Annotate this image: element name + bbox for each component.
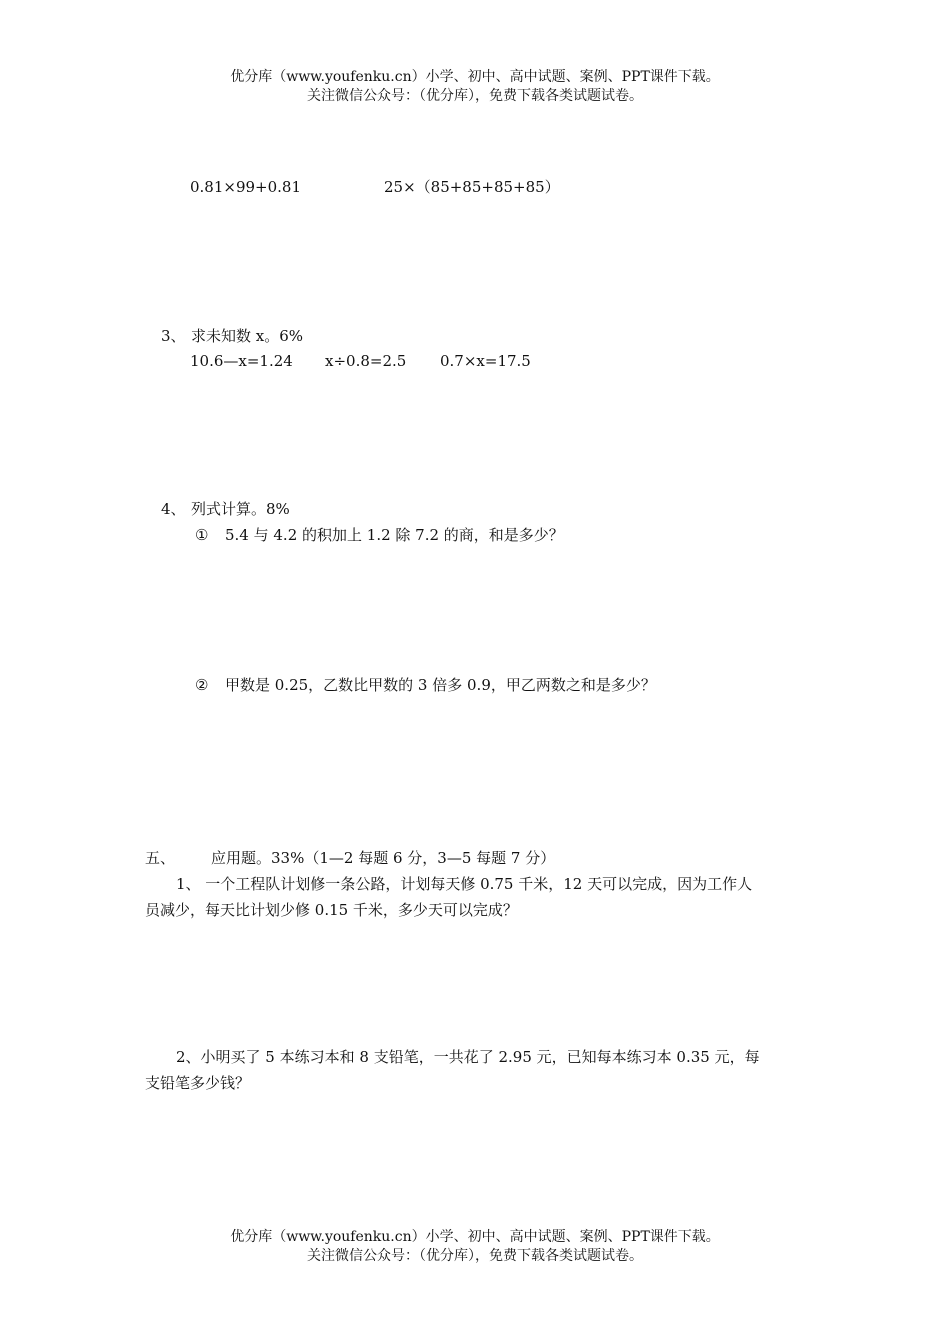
q4-number: 4、	[161, 500, 186, 518]
q4-item-2-marker: ②	[195, 676, 209, 694]
header-line-2: 关注微信公众号：（优分库），免费下载各类试题试卷。	[307, 88, 643, 104]
section5-problem-2-line-1: 2、小明买了 5 本练习本和 8 支铅笔，一共花了 2.95 元，已知每本练习本 0.35 元，每	[176, 1048, 760, 1066]
footer-line-2: 关注微信公众号：（优分库），免费下载各类试题试卷。	[307, 1248, 643, 1264]
q4-item-1-marker: ①	[195, 526, 209, 544]
q3-equation-2: x÷0.8=2.5	[325, 352, 407, 370]
q3-equation-1: 10.6—x=1.24	[190, 352, 293, 370]
q3-number: 3、	[161, 327, 186, 345]
q3-title: 求未知数 x。6%	[191, 327, 304, 345]
q3-equation-3: 0.7×x=17.5	[440, 352, 531, 370]
footer-line-1: 优分库（www.youfenku.cn）小学、初中、高中试题、案例、PPT课件下载。	[230, 1229, 720, 1245]
calc-expression-2: 25×（85+85+85+85）	[384, 178, 560, 196]
q4-title: 列式计算。8%	[191, 500, 290, 518]
section5-problem-1-line-1: 1、 一个工程队计划修一条公路，计划每天修 0.75 千米，12 天可以完成，因为工作人	[176, 875, 753, 893]
calc-expression-1: 0.81×99+0.81	[190, 178, 302, 196]
section5-problem-2-line-2: 支铅笔多少钱？	[145, 1074, 251, 1092]
section5-title: 应用题。33%（1—2 每题 6 分，3—5 每题 7 分）	[211, 849, 556, 867]
q4-item-1-text: 5.4 与 4.2 的积加上 1.2 除 7.2 的商，和是多少？	[225, 526, 564, 544]
section5-problem-1-line-2: 员减少，每天比计划少修 0.15 千米，多少天可以完成？	[145, 901, 518, 919]
section5-number: 五、	[145, 849, 176, 867]
q4-item-2-text: 甲数是 0.25，乙数比甲数的 3 倍多 0.9，甲乙两数之和是多少？	[225, 676, 656, 694]
header-line-1: 优分库（www.youfenku.cn）小学、初中、高中试题、案例、PPT课件下载。	[230, 69, 720, 85]
